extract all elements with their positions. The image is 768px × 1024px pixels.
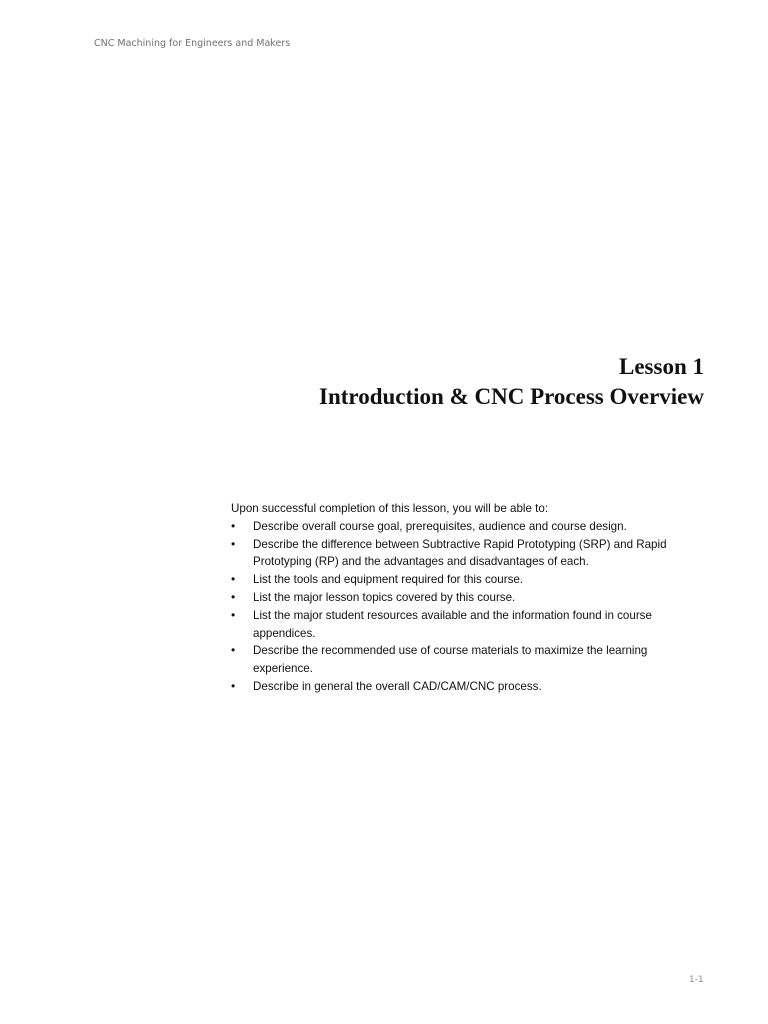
bullet-icon: • (231, 607, 236, 622)
list-item-text: List the major lesson topics covered by this course. (253, 590, 516, 604)
lesson-title-block (319, 352, 704, 412)
list-item-text: Describe overall course goal, prerequisites, audience and course design. (253, 519, 627, 533)
objectives-list (231, 518, 721, 696)
running-header: CNC Machining for Engineers and Makers (94, 38, 291, 49)
page-number: 1-1 (689, 975, 704, 985)
bullet-icon: • (231, 572, 236, 587)
bullet-icon: • (231, 589, 236, 604)
lesson-title: Introduction & CNC Process Overview (319, 384, 704, 409)
learning-objectives (231, 500, 721, 696)
list-item (231, 642, 721, 678)
list-item (231, 571, 721, 589)
list-item-text: Describe the recommended use of course materials to maximize the learning (253, 644, 648, 658)
list-item (231, 536, 721, 572)
list-item (231, 678, 721, 696)
list-item-text-continued: appendices. (253, 626, 316, 640)
bullet-icon: • (231, 643, 236, 658)
bullet-icon: • (231, 536, 236, 551)
list-item (231, 518, 721, 536)
list-item-text: List the tools and equipment required for this course. (253, 573, 524, 587)
list-item (231, 589, 721, 607)
lesson-number: Lesson 1 (619, 354, 704, 379)
list-item-text: List the major student resources available and the information found in course (253, 608, 652, 622)
bullet-icon: • (231, 518, 236, 533)
objectives-intro: Upon successful completion of this lesson, you will be able to: (231, 502, 549, 515)
bullet-icon: • (231, 678, 236, 693)
list-item-text-continued: experience. (253, 662, 313, 676)
list-item-text-continued: Prototyping (RP) and the advantages and disadvantages of each. (253, 555, 589, 569)
list-item (231, 607, 721, 643)
list-item-text: Describe in general the overall CAD/CAM/CNC process. (253, 679, 542, 693)
list-item-text: Describe the difference between Subtractive Rapid Prototyping (SRP) and Rapid (253, 537, 667, 551)
